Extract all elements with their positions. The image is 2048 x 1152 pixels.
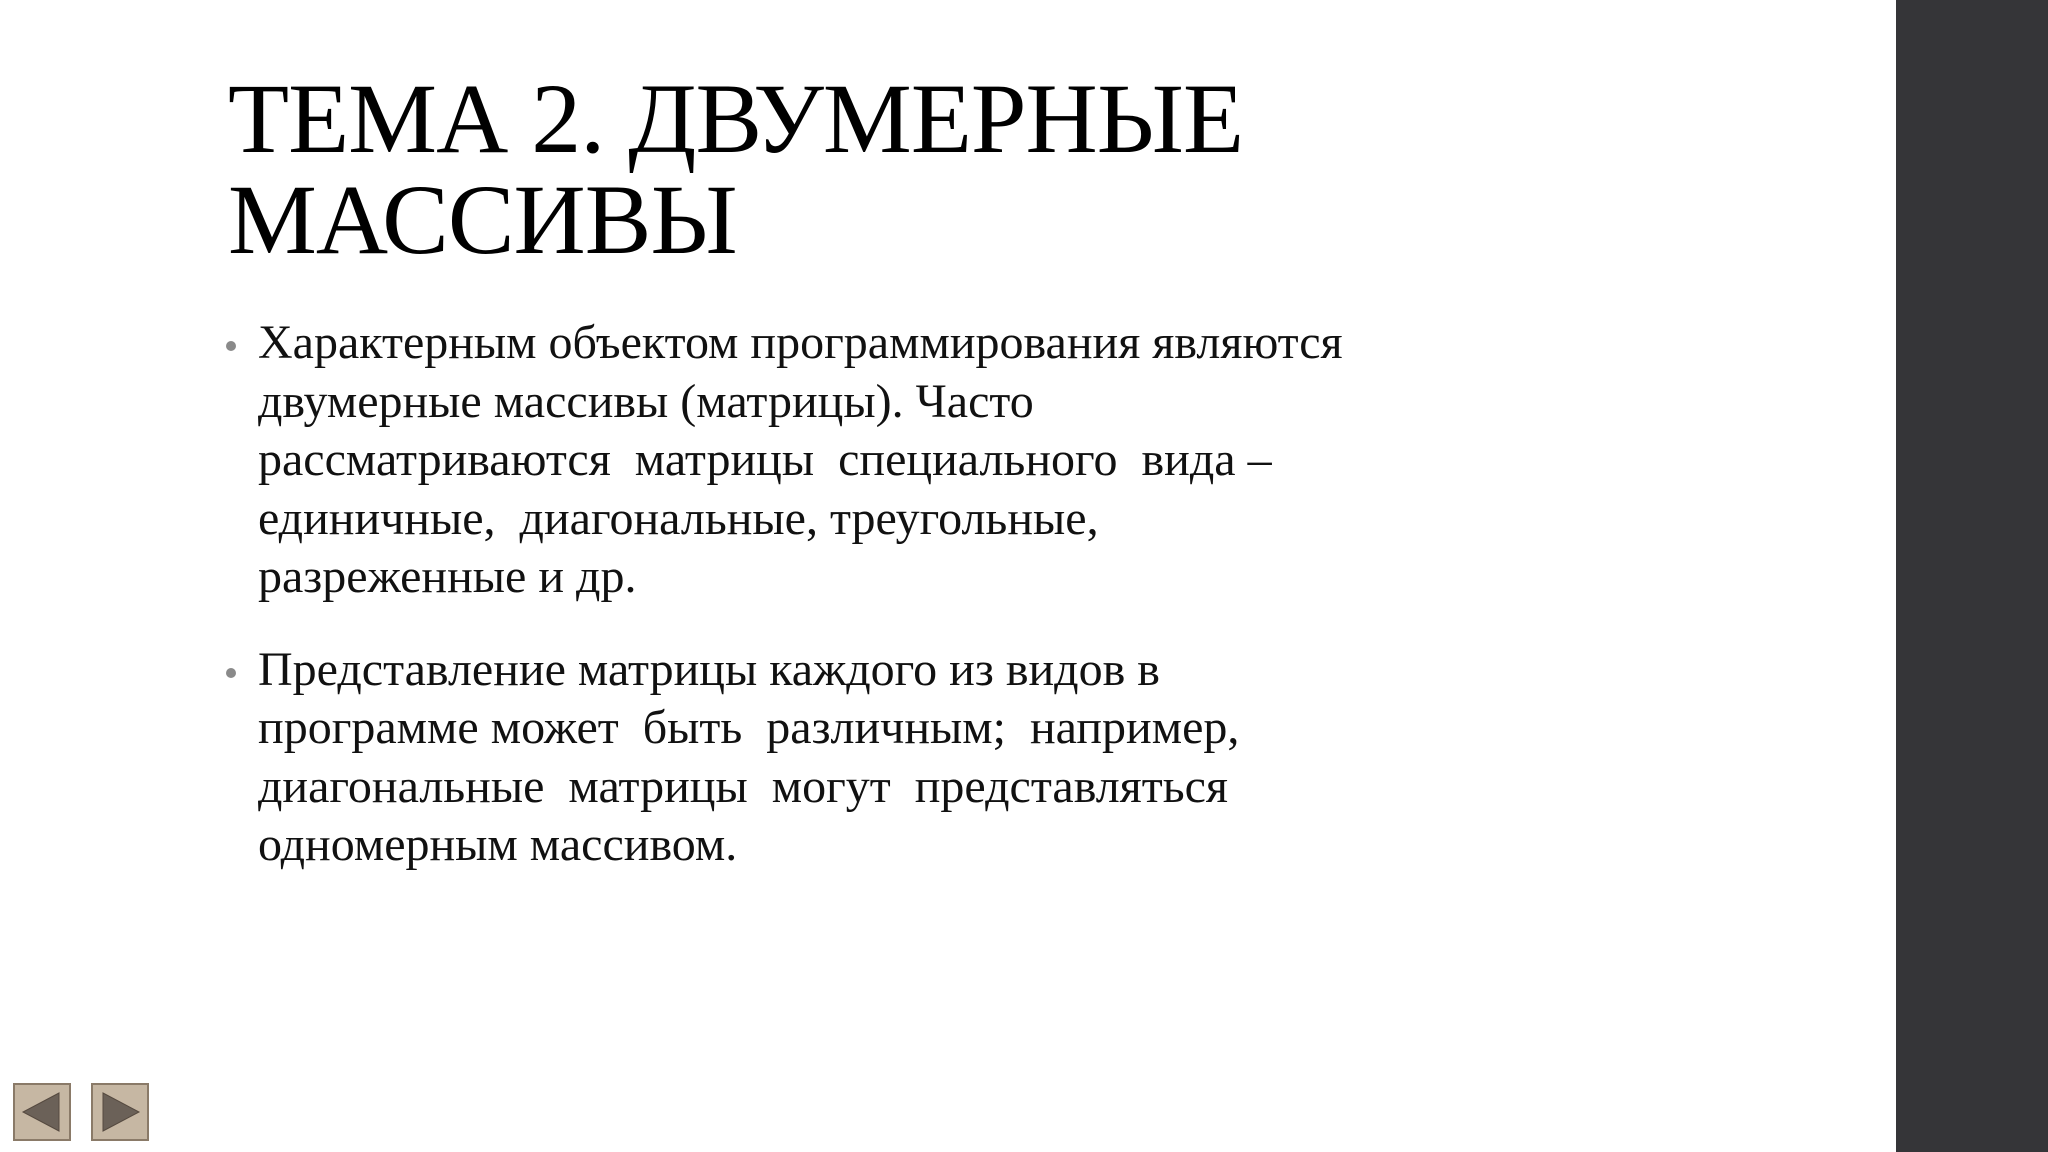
bullet-dot-icon xyxy=(226,341,236,351)
bullet-text-line: одномерным массивом. xyxy=(258,818,738,871)
bullet-text-line: рассматриваются матрицы специального вида – xyxy=(258,433,1272,486)
bullet-text-line: двумерные массивы (матрицы). Часто xyxy=(258,374,1034,428)
bullet-item xyxy=(224,314,1604,607)
bullet-text-line: диагональные матрицы могут представляться xyxy=(258,759,1229,813)
bullet-item xyxy=(224,641,1604,875)
bullet-dot-icon xyxy=(226,668,236,678)
triangle-right-icon xyxy=(93,1085,147,1139)
slide-title-line: ТЕМА 2. ДВУМЕРНЫЕ xyxy=(228,63,1244,174)
bullet-list xyxy=(224,314,1604,909)
triangle-left-icon xyxy=(15,1085,69,1139)
prev-slide-button[interactable] xyxy=(13,1083,71,1141)
slide-title xyxy=(228,63,1728,275)
bullet-text-line: единичные, диагональные, треугольные, xyxy=(258,491,1099,545)
next-slide-button[interactable] xyxy=(91,1083,149,1141)
bullet-text-line: программе может быть различным; например, xyxy=(258,701,1240,754)
bullet-text-line: разреженные и др. xyxy=(258,550,637,603)
bullet-text-line: Характерным объектом программирования являются xyxy=(258,316,1343,369)
bullet-text-line: Представление матрицы каждого из видов в xyxy=(258,642,1160,696)
right-sidebar xyxy=(1896,0,2048,1152)
slide-title-line: МАССИВЫ xyxy=(228,164,737,275)
